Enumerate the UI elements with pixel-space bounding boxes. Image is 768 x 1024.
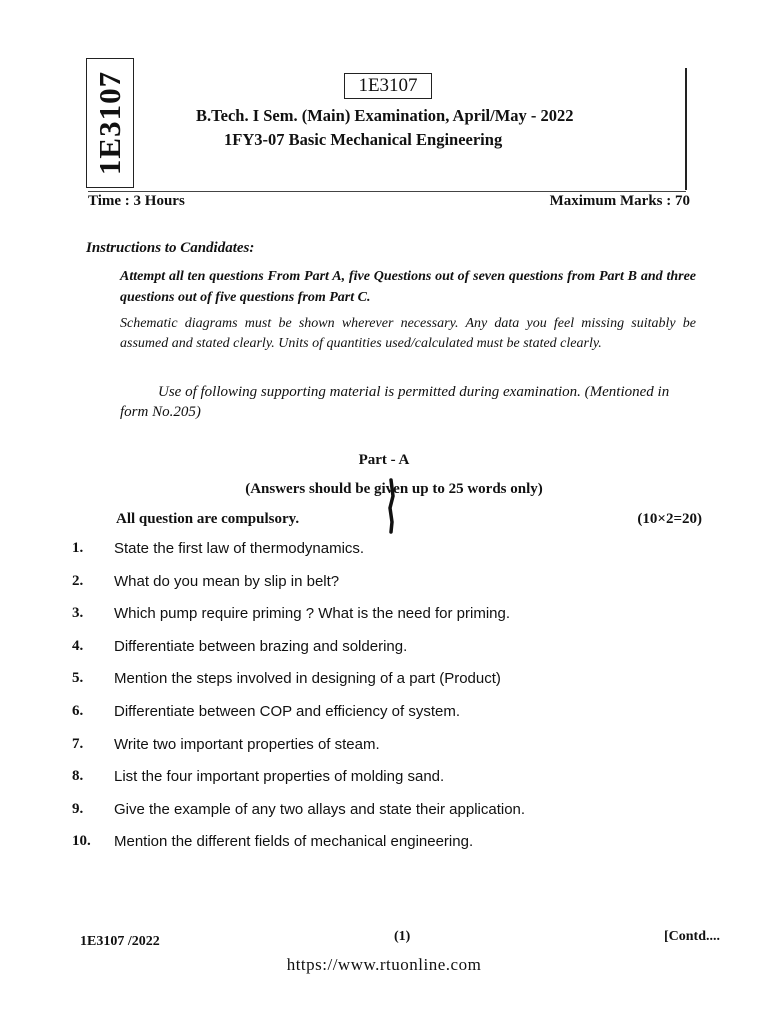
question-number: 6. bbox=[72, 702, 84, 719]
question-text: State the first law of thermodynamics. bbox=[114, 540, 365, 557]
question-text: Mention the steps involved in designing of a part (Product) bbox=[114, 670, 501, 688]
subject-title: 1FY3-07 Basic Mechanical Engineering bbox=[224, 130, 503, 149]
exam-duration: Time : 3 Hours bbox=[88, 193, 185, 209]
question-number: 10. bbox=[72, 833, 91, 850]
header-right-rule bbox=[685, 68, 687, 190]
question-item bbox=[72, 605, 712, 638]
question-text: Differentiate between COP and efficiency of system. bbox=[114, 702, 461, 720]
instruction-attempt: Attempt all ten questions From Part A, five Questions out of seven questions from Part B and three questions out of five questions from Part C. bbox=[120, 269, 696, 305]
question-text: Differentiate between brazing and soldering. bbox=[114, 637, 408, 655]
question-item bbox=[72, 670, 712, 703]
footer-paper-code: 1E3107 /2022 bbox=[80, 934, 160, 949]
part-a-title: Part - A bbox=[358, 452, 410, 468]
instructions-heading: Instructions to Candidates: bbox=[86, 240, 255, 256]
maximum-marks: Maximum Marks : 70 bbox=[549, 193, 690, 209]
page-number: (1) bbox=[394, 929, 411, 944]
question-item bbox=[72, 833, 712, 866]
question-text: Write two important properties of steam. bbox=[114, 735, 380, 753]
question-number: 1. bbox=[72, 540, 84, 556]
part-a-compulsory-note: All question are compulsory. bbox=[116, 511, 300, 527]
question-text: List the four important properties of molding sand. bbox=[114, 768, 445, 786]
instruction-material bbox=[120, 382, 696, 422]
question-number: 2. bbox=[72, 572, 84, 589]
part-a-marks: (10×2=20) bbox=[637, 511, 702, 527]
exam-title: B.Tech. I Sem. (Main) Examination, April/May - 2022 bbox=[196, 106, 574, 125]
side-paper-code-box bbox=[86, 58, 134, 188]
question-text: Mention the different fields of mechanical engineering. bbox=[114, 833, 474, 851]
question-number: 3. bbox=[72, 605, 84, 622]
question-number: 8. bbox=[72, 768, 84, 785]
question-item bbox=[72, 573, 712, 606]
question-text: Which pump require priming ? What is the need for priming. bbox=[114, 605, 511, 623]
side-paper-code: 1E3107 bbox=[92, 70, 127, 176]
question-text: Give the example of any two allays and state their application. bbox=[114, 800, 526, 818]
question-item bbox=[72, 801, 712, 834]
question-number: 9. bbox=[72, 800, 84, 817]
header-divider bbox=[88, 191, 686, 192]
question-item bbox=[72, 703, 712, 736]
question-number: 4. bbox=[72, 637, 84, 654]
instruction-diagrams: Schematic diagrams must be shown wherever necessary. Any data you feel missing suitably be assumed and stated clearly. Units of quantities used/calculated must be stated clearly. bbox=[120, 316, 696, 351]
question-item bbox=[72, 736, 712, 769]
question-number: 7. bbox=[72, 735, 84, 752]
part-a-subtitle: (Answers should be given up to 25 words only) bbox=[245, 481, 543, 497]
question-item bbox=[72, 540, 712, 573]
question-list bbox=[72, 540, 712, 866]
question-item bbox=[72, 768, 712, 801]
question-item bbox=[72, 638, 712, 671]
continued-note: [Contd.... bbox=[663, 929, 720, 944]
question-text: What do you mean by slip in belt? bbox=[114, 572, 340, 590]
question-number: 5. bbox=[72, 670, 84, 687]
instruction-material-text: Use of following supporting material is permitted during examination. (Mentioned in form No.205) bbox=[120, 384, 670, 420]
paper-code-box: 1E3107 bbox=[344, 73, 432, 99]
source-url[interactable]: https://www.rtuonline.com bbox=[286, 955, 482, 974]
staple-mark bbox=[384, 478, 398, 534]
